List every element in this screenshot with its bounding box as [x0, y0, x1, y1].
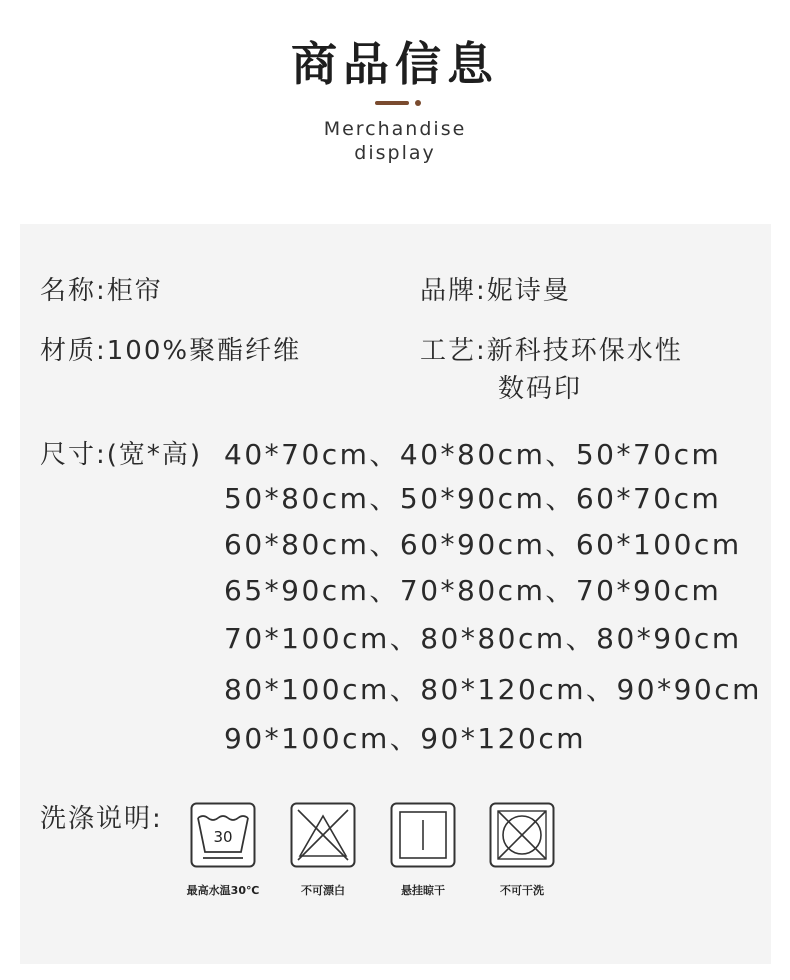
name-label: 名称:	[40, 276, 107, 306]
craft-label: 工艺:	[420, 336, 487, 366]
material-row	[40, 330, 301, 367]
page-title: 商品信息	[291, 37, 499, 91]
subtitle-line-1: Merchandise	[323, 118, 467, 140]
size-label: 尺寸:(宽*高)	[40, 440, 203, 470]
brand-row	[420, 270, 571, 307]
size-line: 65*90cm、70*80cm、70*90cm	[224, 574, 722, 607]
brand-label: 品牌:	[420, 276, 487, 306]
name-row	[40, 270, 163, 307]
wash-temp-number: 30	[213, 828, 233, 846]
craft-row	[420, 330, 683, 367]
size-line: 60*80cm、60*90cm、60*100cm	[224, 528, 742, 561]
divider-bar	[375, 101, 409, 105]
size-line: 40*70cm、40*80cm、50*70cm	[224, 438, 722, 471]
craft-value-line-2: 数码印	[498, 374, 583, 404]
wash-30-caption: 最高水温30℃	[186, 884, 260, 897]
brand-value: 妮诗曼	[486, 276, 571, 306]
info-panel	[20, 224, 771, 964]
hang-dry-caption: 悬挂晾干	[401, 884, 445, 897]
divider-dot	[415, 100, 421, 106]
size-line: 70*100cm、80*80cm、80*90cm	[224, 622, 742, 655]
care-label: 洗涤说明:	[40, 804, 163, 834]
subtitle-line-2: display	[354, 142, 436, 164]
no-dry-clean-caption: 不可干洗	[500, 884, 544, 897]
page-header	[0, 0, 790, 200]
hang-dry-icon	[390, 802, 456, 868]
size-line: 50*80cm、50*90cm、60*70cm	[224, 482, 722, 515]
craft-value-line-1: 新科技环保水性	[486, 336, 683, 366]
no-bleach-icon	[290, 802, 356, 868]
name-value: 柜帘	[106, 276, 163, 306]
no-dry-clean-icon	[489, 802, 555, 868]
title-divider	[375, 100, 425, 108]
material-value: 100%聚酯纤维	[106, 336, 302, 366]
no-bleach-caption: 不可漂白	[301, 884, 345, 897]
wash-30-icon	[190, 802, 256, 868]
size-line: 90*100cm、90*120cm	[224, 722, 586, 755]
material-label: 材质:	[40, 336, 107, 366]
size-line: 80*100cm、80*120cm、90*90cm	[224, 673, 762, 706]
